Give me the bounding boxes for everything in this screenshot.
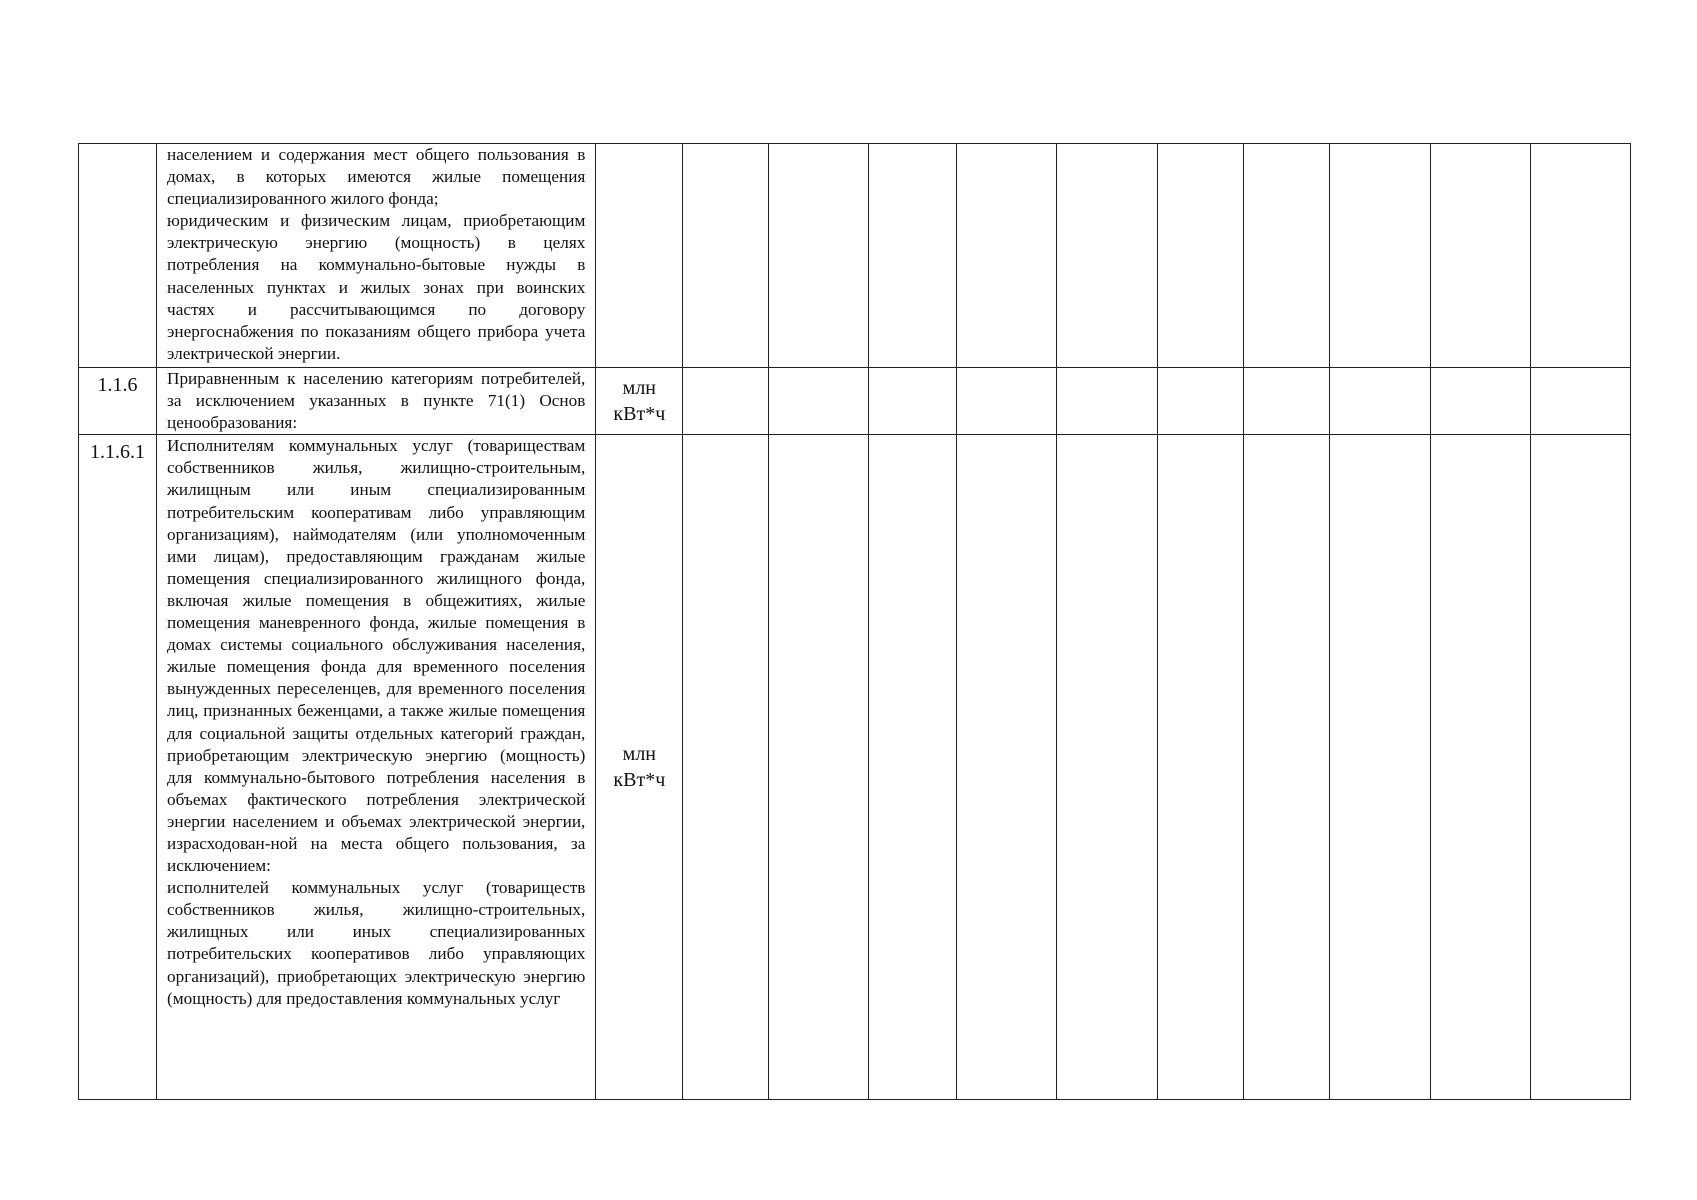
value-cell: [956, 435, 1056, 1100]
value-cell: [1056, 435, 1157, 1100]
description-paragraph: исполнителей коммунальных услуг (товариществ собственников жилья, жилищно-строительных, жилищных или иных специализированных потребительских кооперативов либо управляющих организаций), приобретающих электрическую энергию (мощность) для предоставления коммунальных услуг: [167, 878, 586, 1008]
value-cell: [769, 368, 869, 435]
row-unit: [596, 144, 683, 368]
description-paragraph: Приравненным к населению категориям потребителей, за исключением указанных в пункте 71(1) Основ ценообразования:: [167, 369, 586, 433]
description-paragraph: юридическим и физическим лицам, приобретающим электрическую энергию (мощность) в целях потребления на коммунально-бытовые нужды в населенных пунктах и жилых зонах при воинских частях и рассчитывающимся по договору энергоснабжения по показаниям общего прибора учета электрической энергии.: [167, 211, 586, 363]
value-cell: [1243, 144, 1329, 368]
value-cell: [869, 435, 956, 1100]
row-description: [157, 368, 596, 435]
description-paragraph: Исполнителям коммунальных услуг (товариществам собственников жилья, жилищно-строительным, жилищным или иным специализированным потребительским кооперативам либо управляющим организациям), наймодателям (или уполномоченным ими лицам), предоставляющим гражданам жилые помещения специализированного жилищного фонда, включая жилые помещения в общежитиях, жилые помещения маневренного фонда, жилые помещения в домах системы социального обслуживания населения, жилые помещения фонда для временного поселения вынужденных переселенцев, для временного поселения лиц, признанных беженцами, а также жилые помещения для социальной защиты отдельных категорий граждан, приобретающим электрическую энергию (мощность) для коммунально-бытового потребления населения в объемах фактического потребления электрической энергии населением и объемах электрической энергии, израсходован-ной на места общего пользования, за исключением:: [167, 436, 586, 876]
value-cell: [769, 144, 869, 368]
value-cell: [1530, 144, 1630, 368]
description-paragraph: населением и содержания мест общего пользования в домах, в которых имеются жилые помещения специализированного жилого фонда;: [167, 145, 586, 209]
value-cell: [1329, 144, 1430, 368]
table-row: [79, 435, 1631, 1100]
value-cell: [1056, 144, 1157, 368]
value-cell: [956, 368, 1056, 435]
value-cell: [1530, 368, 1630, 435]
row-description: [157, 435, 596, 1100]
value-cell: [1157, 144, 1243, 368]
value-cell: [956, 144, 1056, 368]
value-cell: [1056, 368, 1157, 435]
value-cell: [1329, 368, 1430, 435]
value-cell: [1243, 368, 1329, 435]
value-cell: [1157, 435, 1243, 1100]
row-unit: млн кВт*ч: [596, 368, 683, 435]
row-description: [157, 144, 596, 368]
value-cell: [1530, 435, 1630, 1100]
value-cell: [1157, 368, 1243, 435]
row-number: [79, 144, 157, 368]
value-cell: [683, 144, 769, 368]
value-cell: [1430, 368, 1530, 435]
value-cell: [683, 368, 769, 435]
table-row: [79, 368, 1631, 435]
row-number: 1.1.6.1: [79, 435, 157, 1100]
value-cell: [683, 435, 769, 1100]
value-cell: [1243, 435, 1329, 1100]
value-cell: [1430, 435, 1530, 1100]
table-row: [79, 144, 1631, 368]
value-cell: [769, 435, 869, 1100]
row-number: 1.1.6: [79, 368, 157, 435]
value-cell: [869, 368, 956, 435]
value-cell: [869, 144, 956, 368]
value-cell: [1430, 144, 1530, 368]
tariff-table: [78, 143, 1631, 1100]
value-cell: [1329, 435, 1430, 1100]
row-unit: млн кВт*ч: [596, 435, 683, 1100]
